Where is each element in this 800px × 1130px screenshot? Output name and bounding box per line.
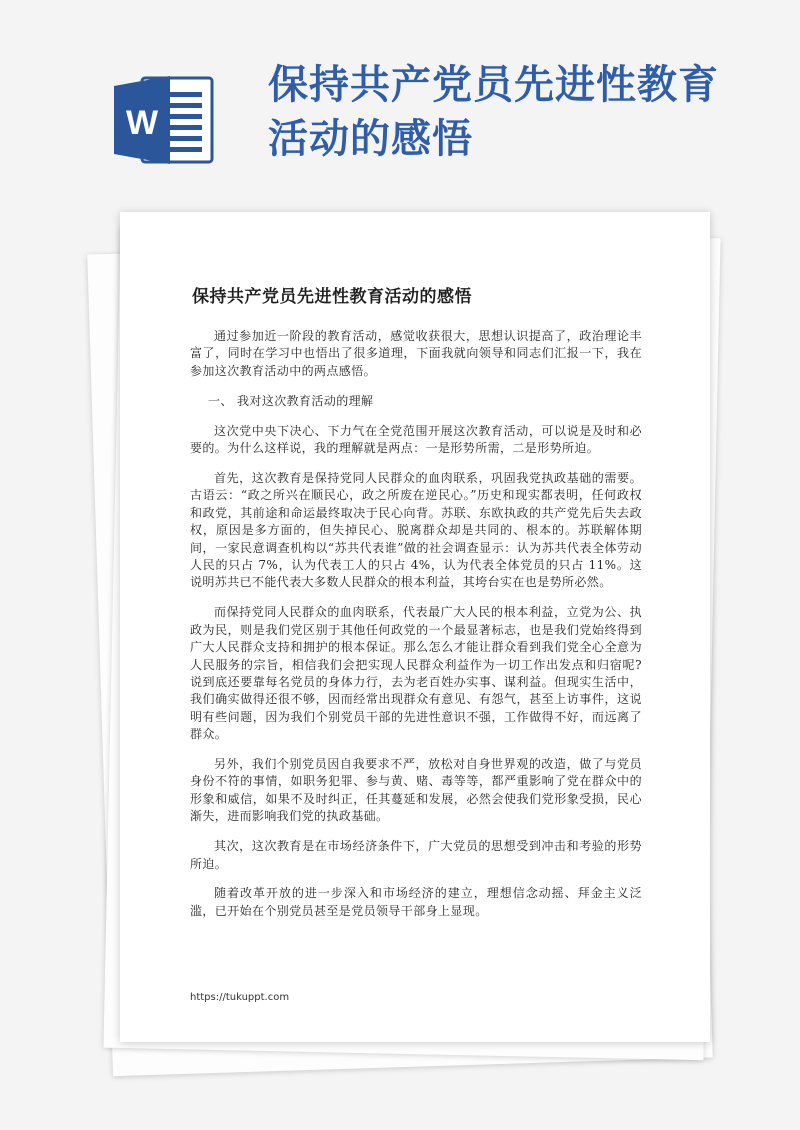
svg-text:W: W bbox=[125, 104, 159, 142]
page-title: 保持共产党员先进性教育活动的感悟 bbox=[268, 62, 719, 162]
paragraph: 而保持党同人民群众的血肉联系，代表最广大人民的根本利益，立党为公、执政为民，则是我们党区别于其他任何政党的一个最显著标志，也是我们党始终得到广大人民群众支持和拥护的根本保证。那么怎么才能让群众看到我们党全心全意为人民服务的宗旨，相信我们会把实现人民群众利益作为一切工作出发点和归宿呢?说到底还要靠每名党员的身体力行，去为老百姓办实事、谋利益。但现实生活中，我们确实做得还很不够，因而经常出现群众有意见、有怨气，甚至上访事件，这说明有些问题，因为我们个别党员干部的先进性意识不强，工作做得不好，而远离了群众。 bbox=[190, 605, 642, 742]
header bbox=[0, 0, 800, 210]
paragraph: 通过参加近一阶段的教育活动，感觉收获很大，思想认识提高了，政治理论丰富了，同时在学习中也悟出了很多道理，下面我就向领导和同志们汇报一下，我在参加这次教育活动中的两点感悟。 bbox=[190, 329, 642, 378]
paragraph: 其次，这次教育是在市场经济条件下，广大党员的思想受到冲击和考验的形势所迫。 bbox=[190, 839, 642, 871]
document-title: 保持共产党员先进性教育活动的感悟 bbox=[192, 287, 472, 307]
document-body bbox=[190, 328, 642, 933]
paragraph: 这次党中央下决心、下力气在全党范围开展这次教育活动，可以说是及时和必要的。为什么这样说，我的理解就是两点：一是形势所需，二是形势所迫。 bbox=[190, 423, 642, 456]
word-document-icon bbox=[112, 74, 216, 166]
paragraph: 随着改革开放的进一步深入和市场经济的建立，理想信念动摇、拜金主义泛滥，已开始在个别党员甚至是党员领导干部身上显现。 bbox=[190, 886, 642, 918]
document-page bbox=[120, 212, 710, 1042]
footer-url: https://tukuppt.com bbox=[190, 992, 290, 1003]
paragraph: 另外，我们个别党员因自我要求不严，放松对自身世界观的改造，做了与党员身份不符的事情，如职务犯罪、参与黄、赌、毒等等，都严重影响了党在群众中的形象和威信，如果不及时纠正，任其蔓延和发展，必然会使我们党形象受损，民心渐失，进而影响我们党的执政基础。 bbox=[190, 757, 642, 824]
section-heading: 一、 我对这次教育活动的理解 bbox=[208, 393, 374, 408]
paragraph: 首先，这次教育是保持党同人民群众的血肉联系，巩固我党执政基础的需要。 古语云：“政之所兴在顺民心，政之所废在逆民心。”历史和现实都表明，任何政权和政党，其前途和命运最终取决于民心向背。苏联、东欧执政的共产党先后失去政权，原因是多方面的，但失掉民心、脱离群众却是共同的、根本的。苏联解体期间，一家民意调查机构以“苏共代表谁”做的社会调查显示：认为苏共代表全体劳动人民的只占 7%，认为代表工人的只占 4%，认为代表全体党员的只占 11%。这说明苏共已不能代表大多数人民群众的根本利益，其垮台实在也是势所必然。 bbox=[190, 470, 642, 590]
